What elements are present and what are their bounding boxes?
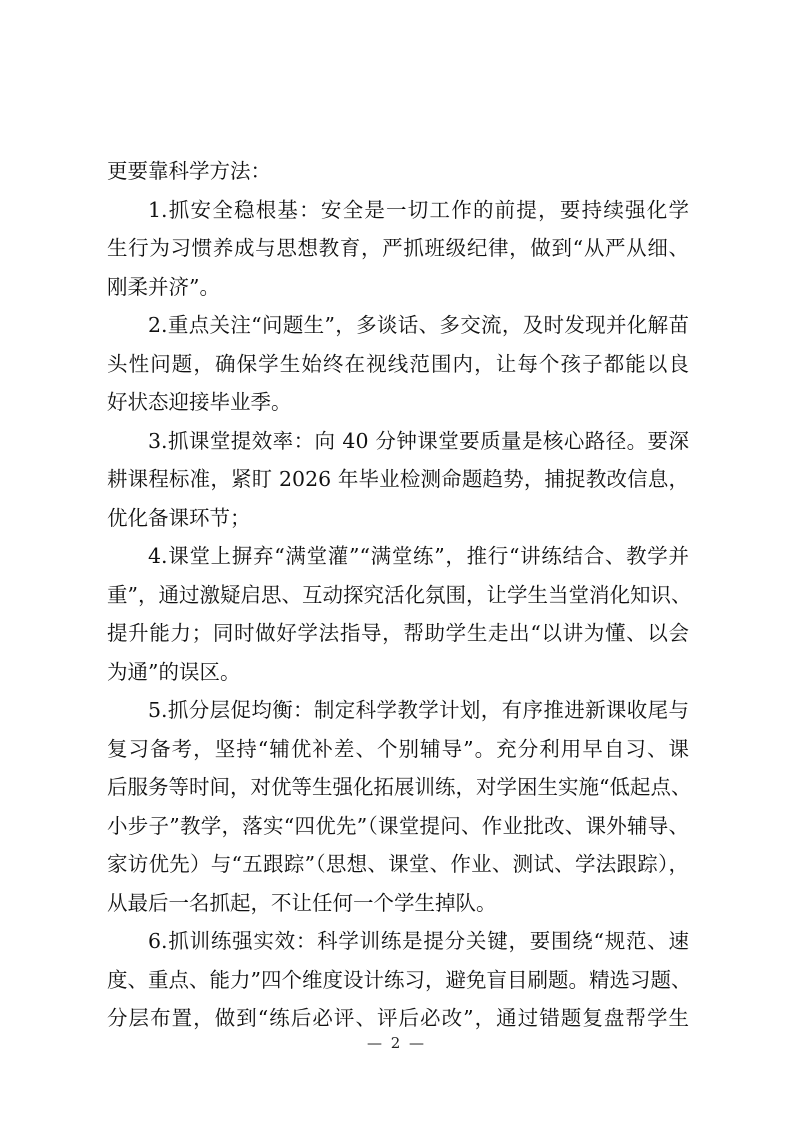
text-line-15: 5.抓分层促均衡：制定科学教学计划，有序推进新课收尾与 [148,698,689,722]
text-line-18: 小步子”教学，落实“四优先”（课堂提问、作业批改、课外辅导、 [107,813,689,838]
text-line-13: 提升能力；同时做好学法指导，帮助学生走出“以讲为懂、以会 [107,621,689,645]
text-line-23: 分层布置，做到“练后必评、评后必改”，通过错题复盘帮学生 [107,1006,689,1030]
text-line-21: 6.抓训练强实效：科学训练是提分关键，要围绕“规范、速 [148,929,689,953]
text-line-3: 生行为习惯养成与思想教育，严抓班级纪律，做到“从严从细、 [107,236,689,260]
text-line-6: 头性问题，确保学生始终在视线范围内，让每个孩子都能以良 [107,351,689,376]
text-line-4: 刚柔并济”。 [107,274,220,299]
text-line-1: 更要靠科学方法： [107,159,271,183]
page-number: — 2 — [366,1034,427,1052]
text-line-12: 重”，通过激疑启思、互动探究活化氛围，让学生当堂消化知识、 [107,582,692,607]
text-line-8: 3.抓课堂提效率：向 40 分钟课堂要质量是核心路径。要深 [148,428,689,453]
text-line-10: 优化备课环节； [107,505,251,530]
text-line-7: 好状态迎接毕业季。 [107,390,292,414]
text-line-19: 家访优先）与“五跟踪”（思想、课堂、作业、测试、学法跟踪）， [107,852,689,876]
document-body [107,152,692,1038]
text-line-2: 1.抓安全稳根基：安全是一切工作的前提，要持续强化学 [148,197,689,222]
text-line-5: 2.重点关注“问题生”，多谈话、多交流，及时发现并化解苗 [148,313,689,337]
text-line-14: 为通”的误区。 [107,659,241,684]
text-line-9: 耕课程标准，紧盯 2026 年毕业检测命题趋势，捕捉教改信息， [107,467,689,491]
text-line-17: 后服务等时间，对优等生强化拓展训练，对学困生实施“低起点、 [107,775,692,799]
text-line-16: 复习备考，坚持“辅优补差、个别辅导”。充分利用早自习、课 [107,736,689,761]
text-line-20: 从最后一名抓起，不让任何一个学生掉队。 [107,890,497,915]
text-line-22: 度、重点、能力”四个维度设计练习，避免盲目刷题。精选习题、 [107,967,692,992]
text-line-11: 4.课堂上摒弃“满堂灌”“满堂练”，推行“讲练结合、教学并 [148,544,689,568]
